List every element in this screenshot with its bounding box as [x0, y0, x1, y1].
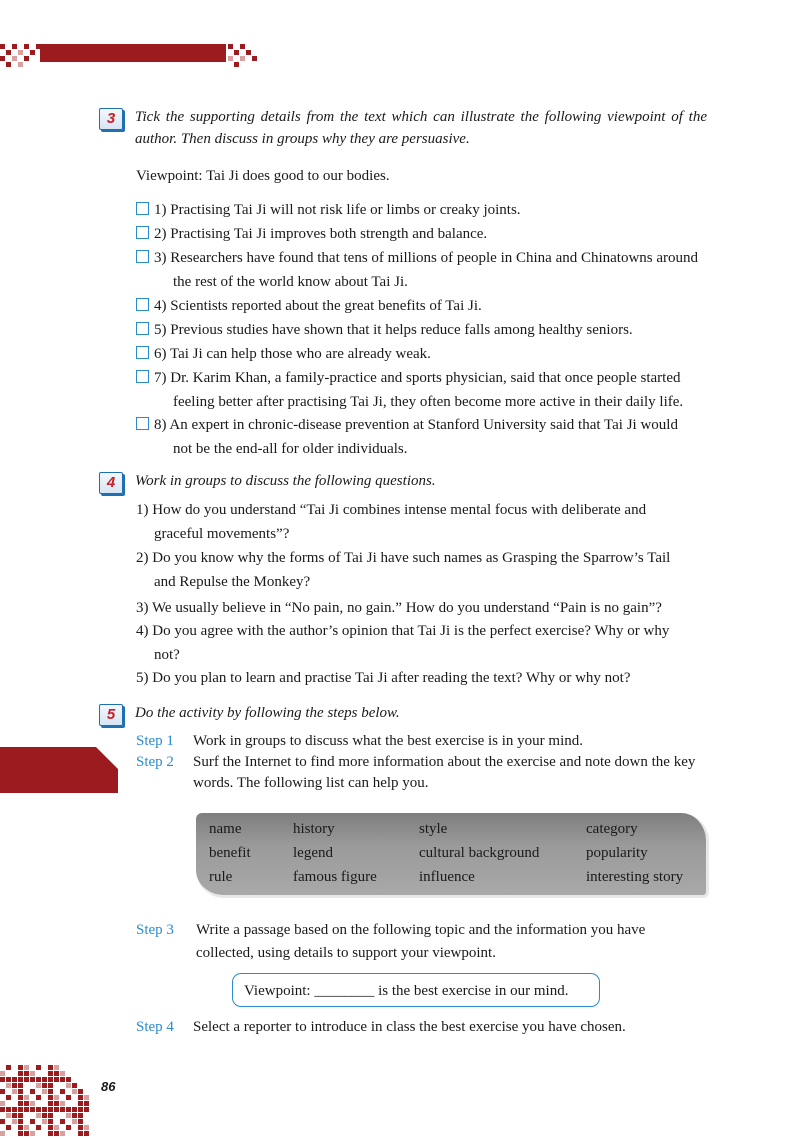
decor-square [54, 1107, 59, 1112]
step-1-label: Step 1 [136, 733, 174, 749]
decor-square [18, 62, 23, 67]
decor-square [78, 1101, 83, 1106]
decor-square [6, 1095, 11, 1100]
decor-square [24, 56, 29, 61]
decor-square [234, 62, 239, 67]
question-text-continued: not? [154, 647, 180, 663]
decor-square [72, 1113, 77, 1118]
decor-square [18, 1113, 23, 1118]
step-2-label: Step 2 [136, 754, 174, 770]
decor-square [48, 1107, 53, 1112]
decor-square [84, 1125, 89, 1130]
decor-square [42, 1119, 47, 1124]
section-4-badge: 4 [99, 472, 123, 494]
decor-square [78, 1131, 83, 1136]
decor-square [36, 1077, 41, 1082]
question-text-continued: and Repulse the Monkey? [154, 574, 311, 590]
decor-square [54, 1077, 59, 1082]
decor-square [48, 1083, 53, 1088]
decor-square [6, 1125, 11, 1130]
decor-square [36, 1083, 41, 1088]
decor-square [6, 62, 11, 67]
decor-square [60, 1077, 65, 1082]
header-decoration [0, 44, 262, 66]
decor-square [0, 1071, 5, 1076]
decor-square [30, 1089, 35, 1094]
decor-square [78, 1089, 83, 1094]
decor-square [6, 1077, 11, 1082]
decor-square [60, 1101, 65, 1106]
decor-square [228, 44, 233, 49]
decor-square [36, 1065, 41, 1070]
decor-square [48, 1125, 53, 1130]
section-3-viewpoint: Viewpoint: Tai Ji does good to our bodies. [136, 168, 390, 184]
step-1-text: Work in groups to discuss what the best exercise is in your mind. [193, 733, 583, 749]
decor-square [0, 56, 5, 61]
checkbox[interactable] [136, 298, 149, 311]
discussion-question [136, 619, 707, 667]
decor-square [42, 1083, 47, 1088]
decor-square [72, 1107, 77, 1112]
step-4-text: Select a reporter to introduce in class the best exercise you have chosen. [193, 1019, 626, 1035]
checkbox[interactable] [136, 250, 149, 263]
decor-square [54, 1065, 59, 1070]
decor-square [54, 1071, 59, 1076]
decor-square [78, 1107, 83, 1112]
step-2-text-line1: Surf the Internet to find more information about the exercise and note down the key [193, 754, 696, 770]
decor-square [18, 1083, 23, 1088]
decor-square [48, 1119, 53, 1124]
decor-square [24, 1131, 29, 1136]
decor-square [66, 1083, 71, 1088]
decor-square [36, 44, 41, 49]
decor-square [66, 1107, 71, 1112]
decor-square [60, 1089, 65, 1094]
decor-square [48, 1131, 53, 1136]
section-5-badge: 5 [99, 704, 123, 726]
option-text: 7) Dr. Karim Khan, a family-practice and sports physician, said that once people started [154, 370, 681, 386]
step-3-text-line2: collected, using details to support your viewpoint. [196, 945, 496, 961]
decor-square [30, 1101, 35, 1106]
decor-square [66, 1095, 71, 1100]
section-3-instruction: Tick the supporting details from the text which can illustrate the following viewpoint of the author. Then discuss in groups why they are persuasive. [135, 109, 707, 147]
decor-square [36, 1113, 41, 1118]
option-text-continued: the rest of the world know about Tai Ji. [173, 274, 408, 290]
decor-square [24, 1125, 29, 1130]
decor-square [36, 1125, 41, 1130]
decor-square [84, 1107, 89, 1112]
decor-square [6, 1107, 11, 1112]
option-text: 6) Tai Ji can help those who are already weak. [154, 346, 431, 362]
decor-square [48, 1095, 53, 1100]
option-text: 1) Practising Tai Ji will not risk life or limbs or creaky joints. [154, 202, 521, 218]
decor-square [24, 1101, 29, 1106]
decor-square [66, 1113, 71, 1118]
discussion-question [136, 666, 707, 690]
option-text: 4) Scientists reported about the great benefits of Tai Ji. [154, 298, 482, 314]
section-4-instruction: Work in groups to discuss the following questions. [135, 473, 436, 489]
header-red-bar [40, 44, 226, 62]
checkbox[interactable] [136, 202, 149, 215]
decor-square [30, 1077, 35, 1082]
step-4-label: Step 4 [136, 1019, 174, 1035]
decor-square [18, 1065, 23, 1070]
decor-square [60, 1107, 65, 1112]
section-3-badge: 3 [99, 108, 123, 130]
word-list-item: cultural background [419, 845, 540, 861]
decor-square [60, 1071, 65, 1076]
decor-square [24, 1071, 29, 1076]
checkbox[interactable] [136, 346, 149, 359]
decor-square [6, 50, 11, 55]
decor-square [12, 44, 17, 49]
decor-square [78, 1113, 83, 1118]
decor-square [84, 1095, 89, 1100]
decor-square [12, 1077, 17, 1082]
page-number: 86 [101, 1079, 116, 1094]
decor-square [60, 1131, 65, 1136]
decor-square [48, 1065, 53, 1070]
detail-option [136, 198, 707, 222]
decor-square [30, 1107, 35, 1112]
decor-square [12, 1083, 17, 1088]
option-text: 2) Practising Tai Ji improves both strength and balance. [154, 226, 488, 242]
decor-square [18, 1101, 23, 1106]
decor-square [0, 1077, 5, 1082]
checkbox[interactable] [136, 370, 149, 383]
word-list-item: style [419, 821, 448, 837]
detail-option [136, 413, 707, 461]
decor-square [48, 1101, 53, 1106]
step-3-text-line1: Write a passage based on the following topic and the information you have [196, 922, 646, 938]
option-text-continued: not be the end-all for older individuals. [173, 441, 408, 457]
question-text: 1) How do you understand “Tai Ji combines intense mental focus with deliberate and [136, 502, 647, 518]
decor-square [30, 1071, 35, 1076]
word-list-item: category [586, 821, 638, 837]
word-list-item: famous figure [293, 869, 377, 885]
decor-square [48, 1089, 53, 1094]
word-list-box [196, 813, 709, 898]
decor-square [72, 1089, 77, 1094]
decor-square [54, 1095, 59, 1100]
decor-square [12, 1089, 17, 1094]
decor-square [24, 1095, 29, 1100]
option-text: 3) Researchers have found that tens of millions of people in China and Chinatowns around [154, 250, 699, 266]
decor-square [0, 1107, 5, 1112]
decor-square [24, 1065, 29, 1070]
decor-square [78, 1125, 83, 1130]
discussion-question [136, 596, 707, 620]
section-5-instruction: Do the activity by following the steps below. [135, 705, 400, 721]
word-list-item: influence [419, 869, 475, 885]
decor-square [42, 1077, 47, 1082]
decor-square [0, 1119, 5, 1124]
decor-square [42, 1089, 47, 1094]
viewpoint-box: Viewpoint: ________ is the best exercise in our mind. [232, 973, 600, 1007]
detail-option [136, 318, 707, 342]
detail-option [136, 342, 707, 366]
decor-square [18, 1131, 23, 1136]
decor-square [78, 1095, 83, 1100]
decor-square [30, 50, 35, 55]
word-list-item: interesting story [586, 869, 684, 885]
decor-square [6, 1065, 11, 1070]
decor-square [18, 1125, 23, 1130]
detail-option [136, 366, 707, 414]
decor-square [48, 1077, 53, 1082]
decor-square [84, 1131, 89, 1136]
detail-option [136, 294, 707, 318]
checkbox[interactable] [136, 417, 149, 430]
decor-square [24, 1077, 29, 1082]
decor-square [0, 1101, 5, 1106]
decor-square [18, 1077, 23, 1082]
decor-square [18, 1095, 23, 1100]
step-2-text-line2: words. The following list can help you. [193, 775, 429, 791]
decor-square [42, 1107, 47, 1112]
decor-square [18, 1089, 23, 1094]
decor-square [72, 1119, 77, 1124]
decor-square [0, 44, 5, 49]
decor-square [240, 44, 245, 49]
checkbox[interactable] [136, 322, 149, 335]
word-list-item: history [293, 821, 335, 837]
decor-square [12, 1107, 17, 1112]
decor-square [66, 1077, 71, 1082]
decor-square [48, 1071, 53, 1076]
decor-square [0, 1131, 5, 1136]
decor-square [24, 1107, 29, 1112]
decor-square [234, 50, 239, 55]
step-3-label: Step 3 [136, 922, 174, 938]
decor-square [48, 1113, 53, 1118]
detail-option [136, 246, 707, 294]
decor-square [18, 1119, 23, 1124]
decor-square [84, 1101, 89, 1106]
side-tab-decoration [0, 747, 118, 793]
decor-square [228, 56, 233, 61]
decor-square [78, 1119, 83, 1124]
decor-square [66, 1125, 71, 1130]
word-list-item: name [209, 821, 242, 837]
word-list-item: benefit [209, 845, 251, 861]
decor-square [54, 1101, 59, 1106]
decor-square [18, 1071, 23, 1076]
detail-option [136, 222, 707, 246]
option-text-continued: feeling better after practising Tai Ji, they often become more active in their daily life. [173, 394, 684, 410]
question-text: 5) Do you plan to learn and practise Tai Ji after reading the text? Why or why not? [136, 670, 631, 686]
discussion-question [136, 546, 707, 594]
question-text: 4) Do you agree with the author’s opinion that Tai Ji is the perfect exercise? Why or why [136, 623, 670, 639]
decor-square [54, 1131, 59, 1136]
decor-square [6, 1113, 11, 1118]
decor-square [72, 1083, 77, 1088]
decor-square [60, 1119, 65, 1124]
option-text: 8) An expert in chronic-disease prevention at Stanford University said that Tai Ji would [154, 417, 678, 433]
question-text-continued: graceful movements”? [154, 526, 290, 542]
decor-square [12, 1113, 17, 1118]
decor-square [12, 1119, 17, 1124]
decor-square [30, 1119, 35, 1124]
decor-square [24, 44, 29, 49]
decor-square [12, 56, 17, 61]
question-text: 2) Do you know why the forms of Tai Ji have such names as Grasping the Sparrow’s Tail [136, 550, 671, 566]
decor-square [240, 56, 245, 61]
decor-square [252, 56, 257, 61]
decor-square [0, 1089, 5, 1094]
decor-square [6, 1083, 11, 1088]
decor-square [36, 1095, 41, 1100]
question-text: 3) We usually believe in “No pain, no gain.” How do you understand “Pain is no gain”? [136, 600, 662, 616]
decor-square [36, 1107, 41, 1112]
decor-square [18, 50, 23, 55]
decor-square [18, 1107, 23, 1112]
word-list-item: legend [293, 845, 333, 861]
checkbox[interactable] [136, 226, 149, 239]
word-list-item: rule [209, 869, 233, 885]
footer-decoration [0, 1065, 95, 1138]
option-text: 5) Previous studies have shown that it helps reduce falls among healthy seniors. [154, 322, 633, 338]
decor-square [42, 1113, 47, 1118]
discussion-question [136, 498, 707, 546]
decor-square [54, 1125, 59, 1130]
decor-square [246, 50, 251, 55]
word-list-item: popularity [586, 845, 648, 861]
decor-square [30, 1131, 35, 1136]
